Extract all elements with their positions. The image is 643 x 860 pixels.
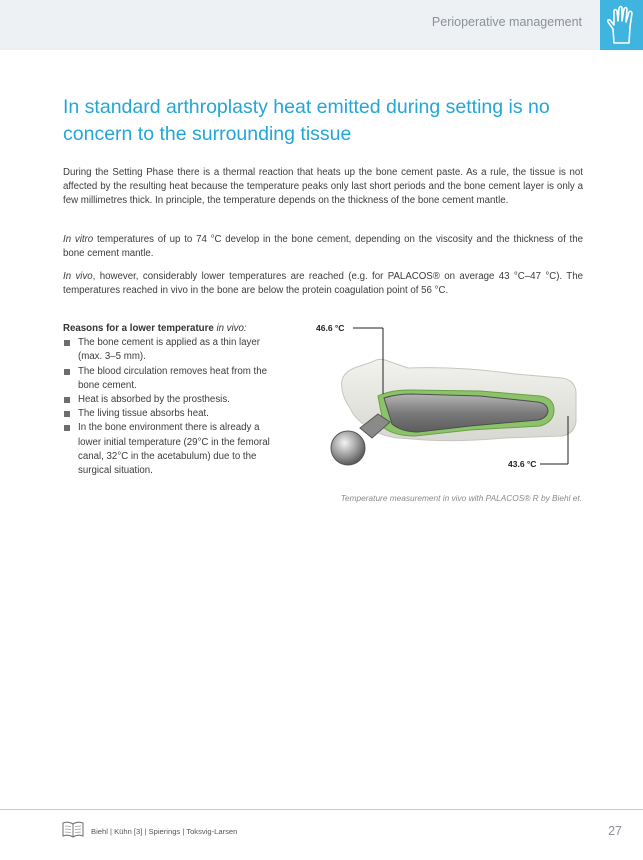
section-title: Perioperative management: [431, 15, 582, 29]
section-tab: [600, 0, 643, 50]
list-item: In the bone environment there is already a lower initial temperature (29°C in the femoral canal, 32°C in the acetabulum) due to the surgical situation.: [63, 421, 278, 478]
temperature-label-bottom: 43.6 °C: [508, 459, 537, 469]
list-item: The living tissue absorbs heat.: [63, 407, 278, 421]
page-headline: In standard arthroplasty heat emitted during setting is no concern to the surrounding tissue: [63, 96, 550, 145]
paragraph-setting-phase: During the Setting Phase there is a thermal reaction that heats up the bone cement paste. As a rule, the tissue is not affected by the resulting heat because the temperature peaks only last short periods and the bone cement layer is only a few millimetres thick. In principle, the temperature depends on the thickness of the bone cement mantle.: [63, 167, 583, 207]
list-item: Heat is absorbed by the prosthesis.: [63, 393, 278, 407]
reasons-title: Reasons for a lower temperature in vivo:: [63, 323, 247, 334]
glove-hand-icon: [605, 5, 639, 45]
paragraph-in-vitro: [63, 233, 583, 261]
in-vivo-text: , however, considerably lower temperatures are reached (e.g. for PALACOS® on average 43 °C–47 °C). The temperatures reached in vivo in the bone are below the protein coagulation point of 56 °C.: [63, 271, 583, 297]
temperature-label-top: 46.6 °C: [316, 323, 345, 333]
in-vitro-term: In vitro: [63, 234, 94, 245]
open-book-icon: [61, 820, 85, 838]
implant-figure: [300, 318, 590, 493]
reasons-box: [63, 322, 278, 478]
figure-caption: Temperature measurement in vivo with PALACOS® R by Biehl et.: [340, 493, 582, 503]
list-item: The blood circulation removes heat from the bone cement.: [63, 365, 278, 393]
list-item: The bone cement is applied as a thin layer (max. 3–5 mm).: [63, 336, 278, 364]
in-vivo-term: In vivo: [63, 271, 93, 282]
paragraph-in-vivo: [63, 270, 583, 298]
page-number: 27: [608, 824, 622, 838]
prosthesis-head: [331, 431, 365, 465]
in-vitro-text: temperatures of up to 74 °C develop in the bone cement, depending on the viscosity and the thickness of the bone cement mantle.: [63, 234, 584, 260]
footer-divider: [0, 809, 643, 810]
reasons-list: [63, 336, 278, 478]
footer-authors: Biehl | Kühn [3] | Spierings | Toksvig-Larsen: [91, 827, 238, 836]
hip-prosthesis-illustration: [300, 318, 590, 493]
